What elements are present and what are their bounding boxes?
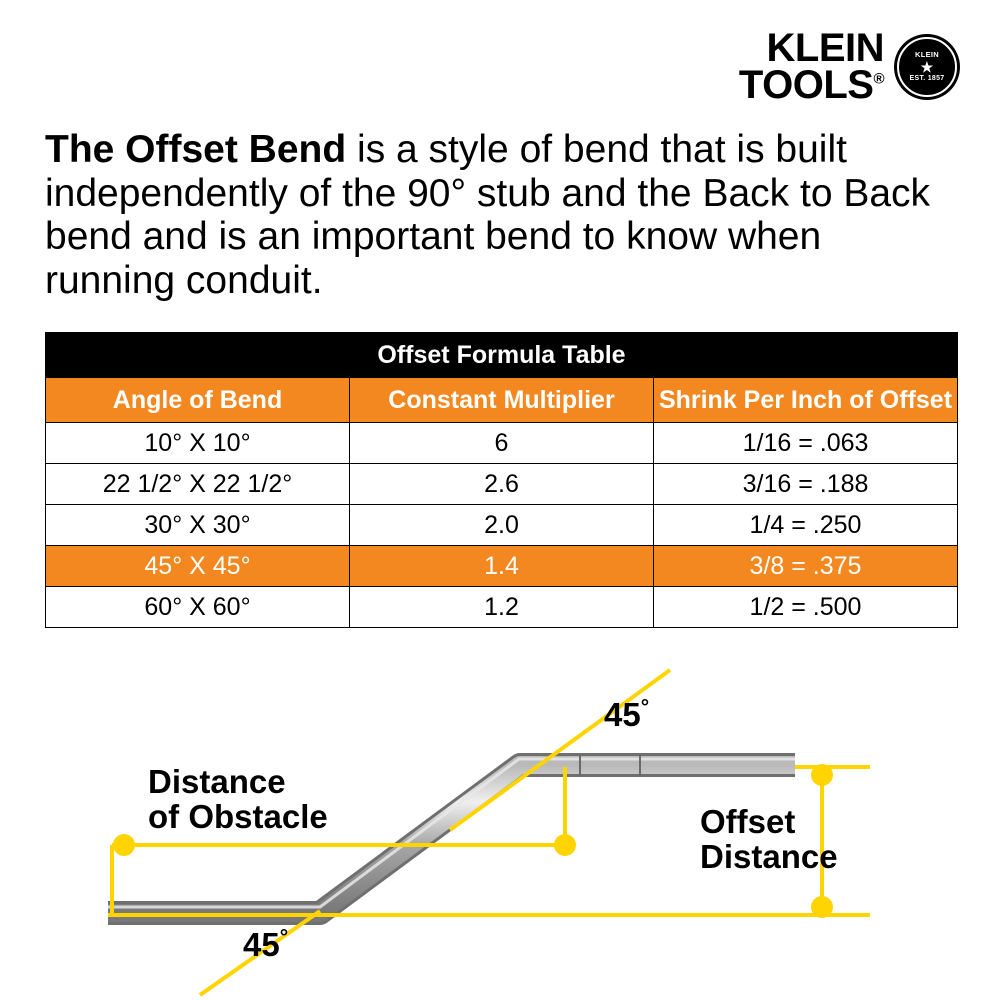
dot-obstacle-right (554, 834, 576, 856)
seal-star-icon: ★ (920, 59, 934, 76)
dot-offset-top (811, 764, 833, 786)
table-header-row (46, 378, 958, 423)
cell-shrink: 3/8 = .375 (654, 546, 958, 587)
logo-line-2: TOOLS® (738, 62, 884, 107)
column-header-angle: Angle of Bend (46, 378, 350, 423)
headline-bold: The Offset Bend (45, 128, 347, 171)
cell-angle: 22 1/2° X 22 1/2° (46, 464, 350, 505)
headline-rest: is a style of bend that is built independently of the 90° stub and the Back to Back bend and is an important bend to know when running conduit. (45, 128, 931, 303)
table-row (46, 587, 958, 628)
angle-label-bottom: 45° (243, 926, 289, 963)
table-row (46, 464, 958, 505)
table-row (46, 423, 958, 464)
offset-formula-table (45, 332, 958, 628)
distance-of-obstacle-line1: Distance (148, 763, 286, 800)
table-title-row (46, 333, 958, 378)
table-title: Offset Formula Table (46, 333, 958, 378)
page-title (45, 128, 945, 303)
klein-seal-icon (894, 34, 960, 100)
logo-line-1: KLEIN (766, 26, 884, 70)
table-row-highlighted (46, 546, 958, 587)
offset-distance-line2: Distance (700, 837, 838, 875)
cell-angle: 10° X 10° (46, 423, 350, 464)
cell-multiplier: 6 (350, 423, 654, 464)
seal-bottom-text: EST. 1857 (909, 75, 945, 83)
offset-bend-diagram (0, 655, 1000, 1000)
cell-angle: 45° X 45° (46, 546, 350, 587)
dot-offset-bottom (811, 896, 833, 918)
dot-obstacle-left (113, 834, 135, 856)
klein-tools-logo (738, 26, 960, 107)
seal-top-text: KLEIN (915, 50, 939, 60)
seal-inner-ring (897, 37, 957, 97)
column-header-multiplier: Constant Multiplier (350, 378, 654, 423)
table-row (46, 505, 958, 546)
cell-shrink: 1/2 = .500 (654, 587, 958, 628)
cell-multiplier: 2.0 (350, 505, 654, 546)
angle-extension-line-top (450, 670, 670, 830)
offset-distance-line1: Offset (700, 803, 796, 840)
cell-shrink: 3/16 = .188 (654, 464, 958, 505)
degree-symbol-bottom: ° (279, 926, 289, 949)
cell-shrink: 1/4 = .250 (654, 505, 958, 546)
cell-shrink: 1/16 = .063 (654, 423, 958, 464)
degree-symbol-top: ° (640, 696, 650, 719)
cell-angle: 30° X 30° (46, 505, 350, 546)
registered-mark: ® (873, 70, 884, 88)
angle-label-top: 45° (604, 696, 650, 733)
cell-multiplier: 1.2 (350, 587, 654, 628)
distance-of-obstacle-label (148, 765, 328, 834)
column-header-shrink: Shrink Per Inch of Offset (654, 378, 958, 423)
offset-formula-table-wrapper (45, 332, 958, 628)
cell-angle: 60° X 60° (46, 587, 350, 628)
offset-distance-label (700, 805, 838, 874)
cell-multiplier: 2.6 (350, 464, 654, 505)
distance-of-obstacle-line2: of Obstacle (148, 797, 328, 835)
cell-multiplier: 1.4 (350, 546, 654, 587)
logo-wordmark (738, 26, 884, 107)
